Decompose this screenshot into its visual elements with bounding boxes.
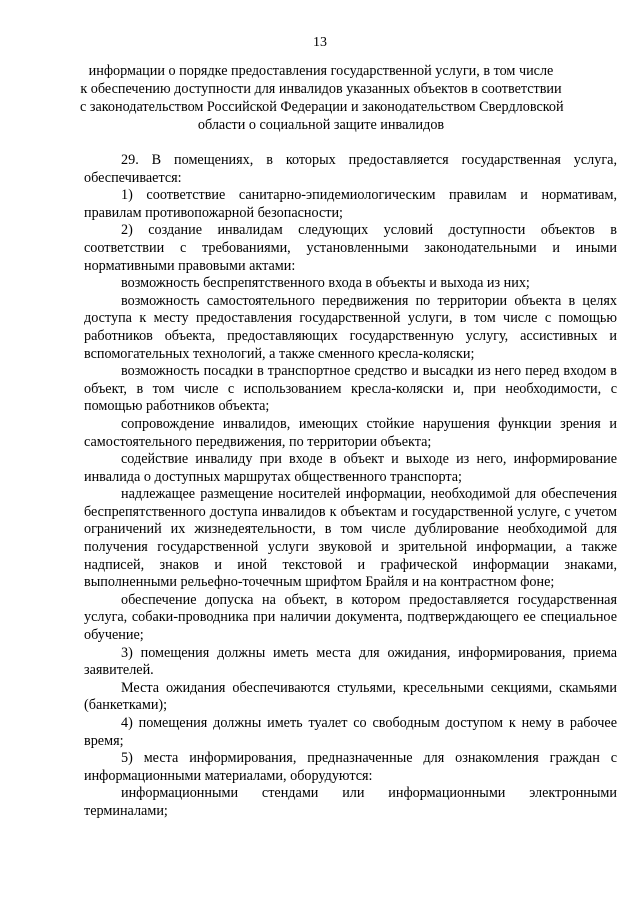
paragraph: возможность беспрепятственного входа в объекты и выхода из них; [121,275,530,292]
paragraph-item-4: 4) помещения должны иметь туалет со свободным доступом к нему в рабочее время; [84,715,617,749]
paragraph-item-1: 1) соответствие санитарно-эпидемиологическим правилам и нормативам, правилам противопожарной безопасности; [84,187,617,221]
heading-line: области о социальной защите инвалидов [197,117,445,133]
paragraph: Места ожидания обеспечиваются стульями, кресельными секциями, скамьями (банкетками); [84,679,617,714]
paragraph-item-3: 3) помещения должны иметь места для ожидания, информирования, приема заявителей. [84,644,617,679]
heading-line: к обеспечению доступности для инвалидов указанных объектов в соответствии [80,81,562,97]
document-body [84,152,617,821]
paragraph-29: 29. В помещениях, в которых предоставляется государственная услуга, обеспечивается: [84,152,617,186]
paragraph: возможность самостоятельного передвижения по территории объекта в целях доступа к месту предоставления государственной услуги, в том числе с помощью работников объекта, предоставляющих государственную услугу, ассистивных и вспомогательных технологий, а также сменного кресла-коляски; [84,292,617,362]
heading-line: с законодательством Российской Федерации и законодательством Свердловской [80,99,564,115]
page-number: 13 [313,35,327,50]
paragraph: надлежащее размещение носителей информации, необходимой для обеспечения беспрепятственного доступа инвалидов к объектам и государственной услуге, с учетом ограничений их жизнедеятельности, в том числе дублирование необходимой для получения государственной услуги звуковой и зрительной информации, а также надписей, знаков и иной текстовой и графической информации знаками, выполненными рельефно-точечным шрифтом Брайля и на контрастном фоне; [84,486,617,591]
paragraph: возможность посадки в транспортное средство и высадки из него перед входом в объект, в том числе с использованием кресла-коляски и, при необходимости, с помощью работников объекта; [84,363,617,415]
paragraph-item-2: 2) создание инвалидам следующих условий доступности объектов в соответствии с требованиями, установленными законодательными и иными нормативными правовыми актами: [84,222,617,274]
section-heading [80,62,562,134]
paragraph: содействие инвалиду при входе в объект и выходе из него, информирование инвалида о доступных маршрутах общественного транспорта; [84,451,617,485]
paragraph: информационными стендами или информационными электронными терминалами; [84,785,617,819]
paragraph-item-5: 5) места информирования, предназначенные для ознакомления граждан с информационными материалами, оборудуются: [84,750,617,784]
paragraph: сопровождение инвалидов, имеющих стойкие нарушения функции зрения и самостоятельного передвижения, по территории объекта; [84,415,617,450]
paragraph: обеспечение допуска на объект, в котором предоставляется государственная услуга, собаки-проводника при наличии документа, подтверждающего ее специальное обучение; [84,591,617,644]
heading-line: информации о порядке предоставления государственной услуги, в том числе [88,63,554,79]
